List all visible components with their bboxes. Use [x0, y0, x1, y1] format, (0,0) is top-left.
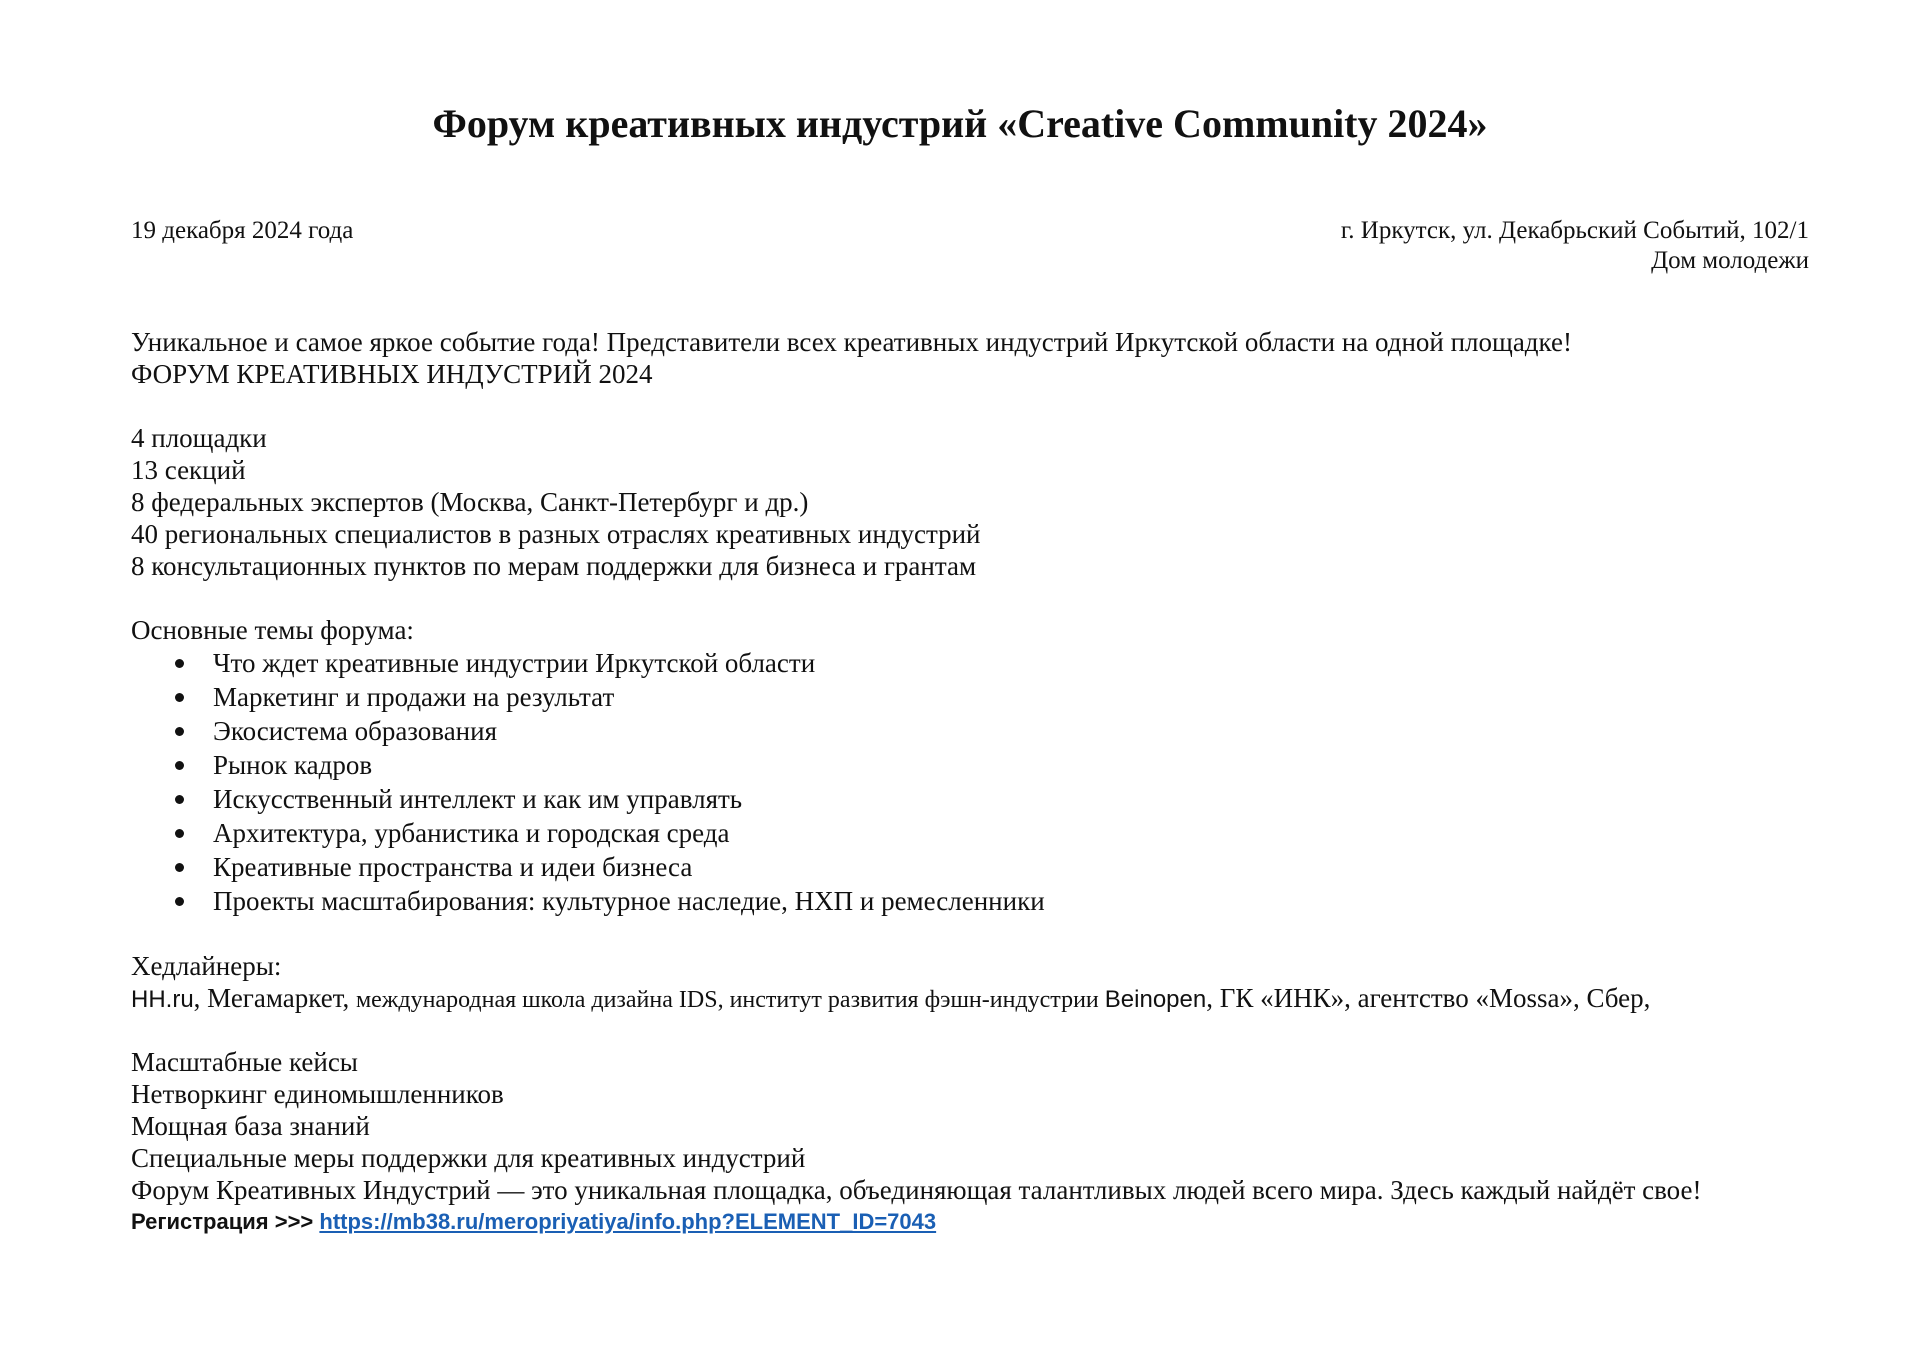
topics-heading: Основные темы форума: — [131, 615, 414, 645]
registration-link[interactable]: https://mb38.ru/meropriyatiya/info.php?ELEMENT_ID=7043 — [319, 1209, 937, 1234]
topic-text: Проекты масштабирования: культурное наследие, НХП и ремесленники — [213, 886, 1045, 916]
stat-item: 8 федеральных экспертов (Москва, Санкт-Петербург и др.) — [131, 487, 809, 517]
topics-list — [131, 646, 1831, 918]
bullet-icon — [175, 863, 184, 872]
bullet-icon — [175, 693, 184, 702]
headliners-list — [131, 982, 1831, 1014]
topic-text: Экосистема образования — [213, 716, 498, 746]
stats-list — [131, 422, 1831, 582]
intro-line: Уникальное и самое яркое событие года! Представители всех креативных индустрий Иркутской области на одной площадке! — [131, 327, 1572, 357]
bullet-icon — [175, 761, 184, 770]
highlight-item: Масштабные кейсы — [131, 1047, 358, 1077]
highlight-item: Мощная база знаний — [131, 1111, 370, 1141]
headliner-text: , ГК «ИНК», агентство «Mossa», Сбер, — [1206, 983, 1651, 1013]
highlights-list — [131, 1046, 1831, 1206]
spacer — [131, 918, 1831, 950]
bullet-icon — [175, 795, 184, 804]
list-item — [131, 646, 1831, 680]
highlight-item: Нетворкинг единомышленников — [131, 1079, 504, 1109]
spacer — [131, 1014, 1831, 1046]
address-line: г. Иркутск, ул. Декабрьский Событий, 102/1 — [1340, 217, 1809, 244]
list-item — [131, 748, 1831, 782]
document-body — [131, 326, 1831, 1238]
topic-text: Креативные пространства и идеи бизнеса — [213, 852, 693, 882]
list-item — [131, 680, 1831, 714]
bullet-icon — [175, 897, 184, 906]
list-item — [131, 816, 1831, 850]
spacer — [131, 582, 1831, 614]
stat-item: 13 секций — [131, 455, 246, 485]
list-item — [131, 714, 1831, 748]
headliner-beinopen: Beinopen — [1104, 986, 1207, 1013]
stat-item: 4 площадки — [131, 423, 267, 453]
registration-line — [131, 1206, 1831, 1238]
topic-text: Что ждет креативные индустрии Иркутской области — [213, 648, 816, 678]
topic-text: Архитектура, урбанистика и городская среда — [213, 818, 730, 848]
highlight-item: Специальные меры поддержки для креативных индустрий — [131, 1143, 806, 1173]
list-item — [131, 884, 1831, 918]
headliner-ids: международная школа дизайна IDS — [355, 987, 718, 1013]
topic-text: Искусственный интеллект и как им управлять — [213, 784, 743, 814]
headliner-hh: HH.ru — [131, 986, 194, 1013]
bullet-icon — [175, 727, 184, 736]
stat-item: 8 консультационных пунктов по мерам поддержки для бизнеса и грантам — [131, 551, 977, 581]
topic-text: Рынок кадров — [213, 750, 373, 780]
event-date: 19 декабря 2024 года — [131, 217, 354, 244]
headliner-text: , институт развития фэшн-индустрии — [717, 987, 1105, 1013]
event-address — [1341, 216, 1809, 276]
venue-name: Дом молодежи — [1651, 247, 1809, 274]
stat-item: 40 региональных специалистов в разных отраслях креативных индустрий — [131, 519, 981, 549]
headliners-heading: Хедлайнеры: — [131, 951, 282, 981]
intro-heading: ФОРУМ КРЕАТИВНЫХ ИНДУСТРИЙ 2024 — [131, 359, 653, 389]
list-item — [131, 782, 1831, 816]
list-item — [131, 850, 1831, 884]
spacer — [131, 390, 1831, 422]
topic-text: Маркетинг и продажи на результат — [213, 682, 615, 712]
highlight-item: Форум Креативных Индустрий — это уникальная площадка, объединяющая талантливых людей всего мира. Здесь каждый найдёт свое! — [131, 1175, 1702, 1205]
document-title: Форум креативных индустрий «Creative Community 2024» — [432, 101, 1488, 146]
registration-label: Регистрация >>> — [131, 1209, 320, 1234]
bullet-icon — [175, 829, 184, 838]
bullet-icon — [175, 659, 184, 668]
headliner-text: , Мегамаркет, — [193, 983, 356, 1013]
